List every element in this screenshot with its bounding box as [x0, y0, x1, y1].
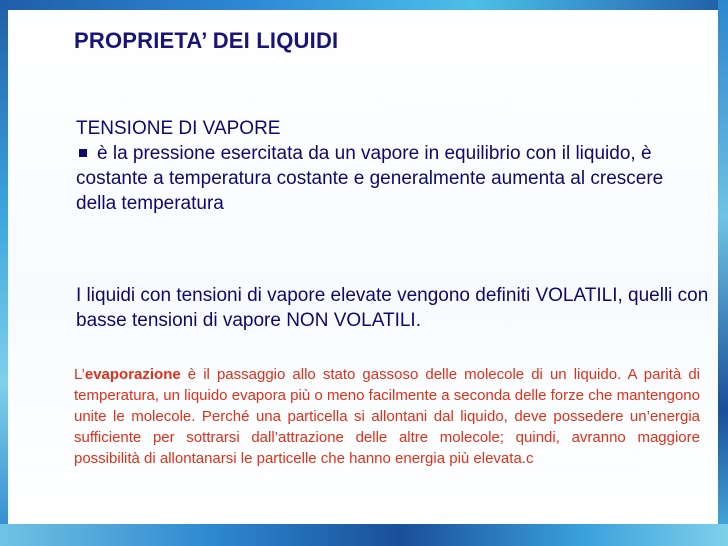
evaporation-prefix: L’ — [74, 366, 85, 383]
evaporation-text: è il passaggio allo stato gassoso delle molecole di un liquido. A parità di temperatura, un liquido evapora più o meno facilmente a seconda delle forze che mantengono unite le molecole. Perché una particella si allontani dal liquido, deve possedere un’energia sufficiente per sottrarsi dall’attrazione delle altre molecole; quindi, avranno maggiore possibilità di allontanarsi le particelle che hanno energia più elevata.c — [74, 366, 700, 467]
slide-title: PROPRIETA’ DEI LIQUIDI — [74, 28, 339, 53]
decorative-top-band — [0, 0, 728, 10]
volatility-paragraph: I liquidi con tensioni di vapore elevate vengono definiti VOLATILI, quelli con basse tensioni di vapore NON VOLATILI. — [76, 285, 709, 331]
evaporation-paragraph — [74, 364, 700, 469]
vapor-pressure-section — [76, 116, 706, 216]
evaporation-term: evaporazione — [84, 366, 181, 383]
decorative-bottom-band — [0, 524, 728, 546]
definition-text: è la pressione esercitata da un vapore in equilibrio con il liquido, è costante a temperatura costante e generalmente aumenta al crescere della temperatura — [76, 143, 664, 214]
decorative-left-band — [0, 0, 8, 546]
square-bullet-icon — [79, 149, 87, 157]
decorative-right-band — [718, 0, 728, 546]
section-heading: TENSIONE DI VAPORE — [76, 118, 281, 139]
